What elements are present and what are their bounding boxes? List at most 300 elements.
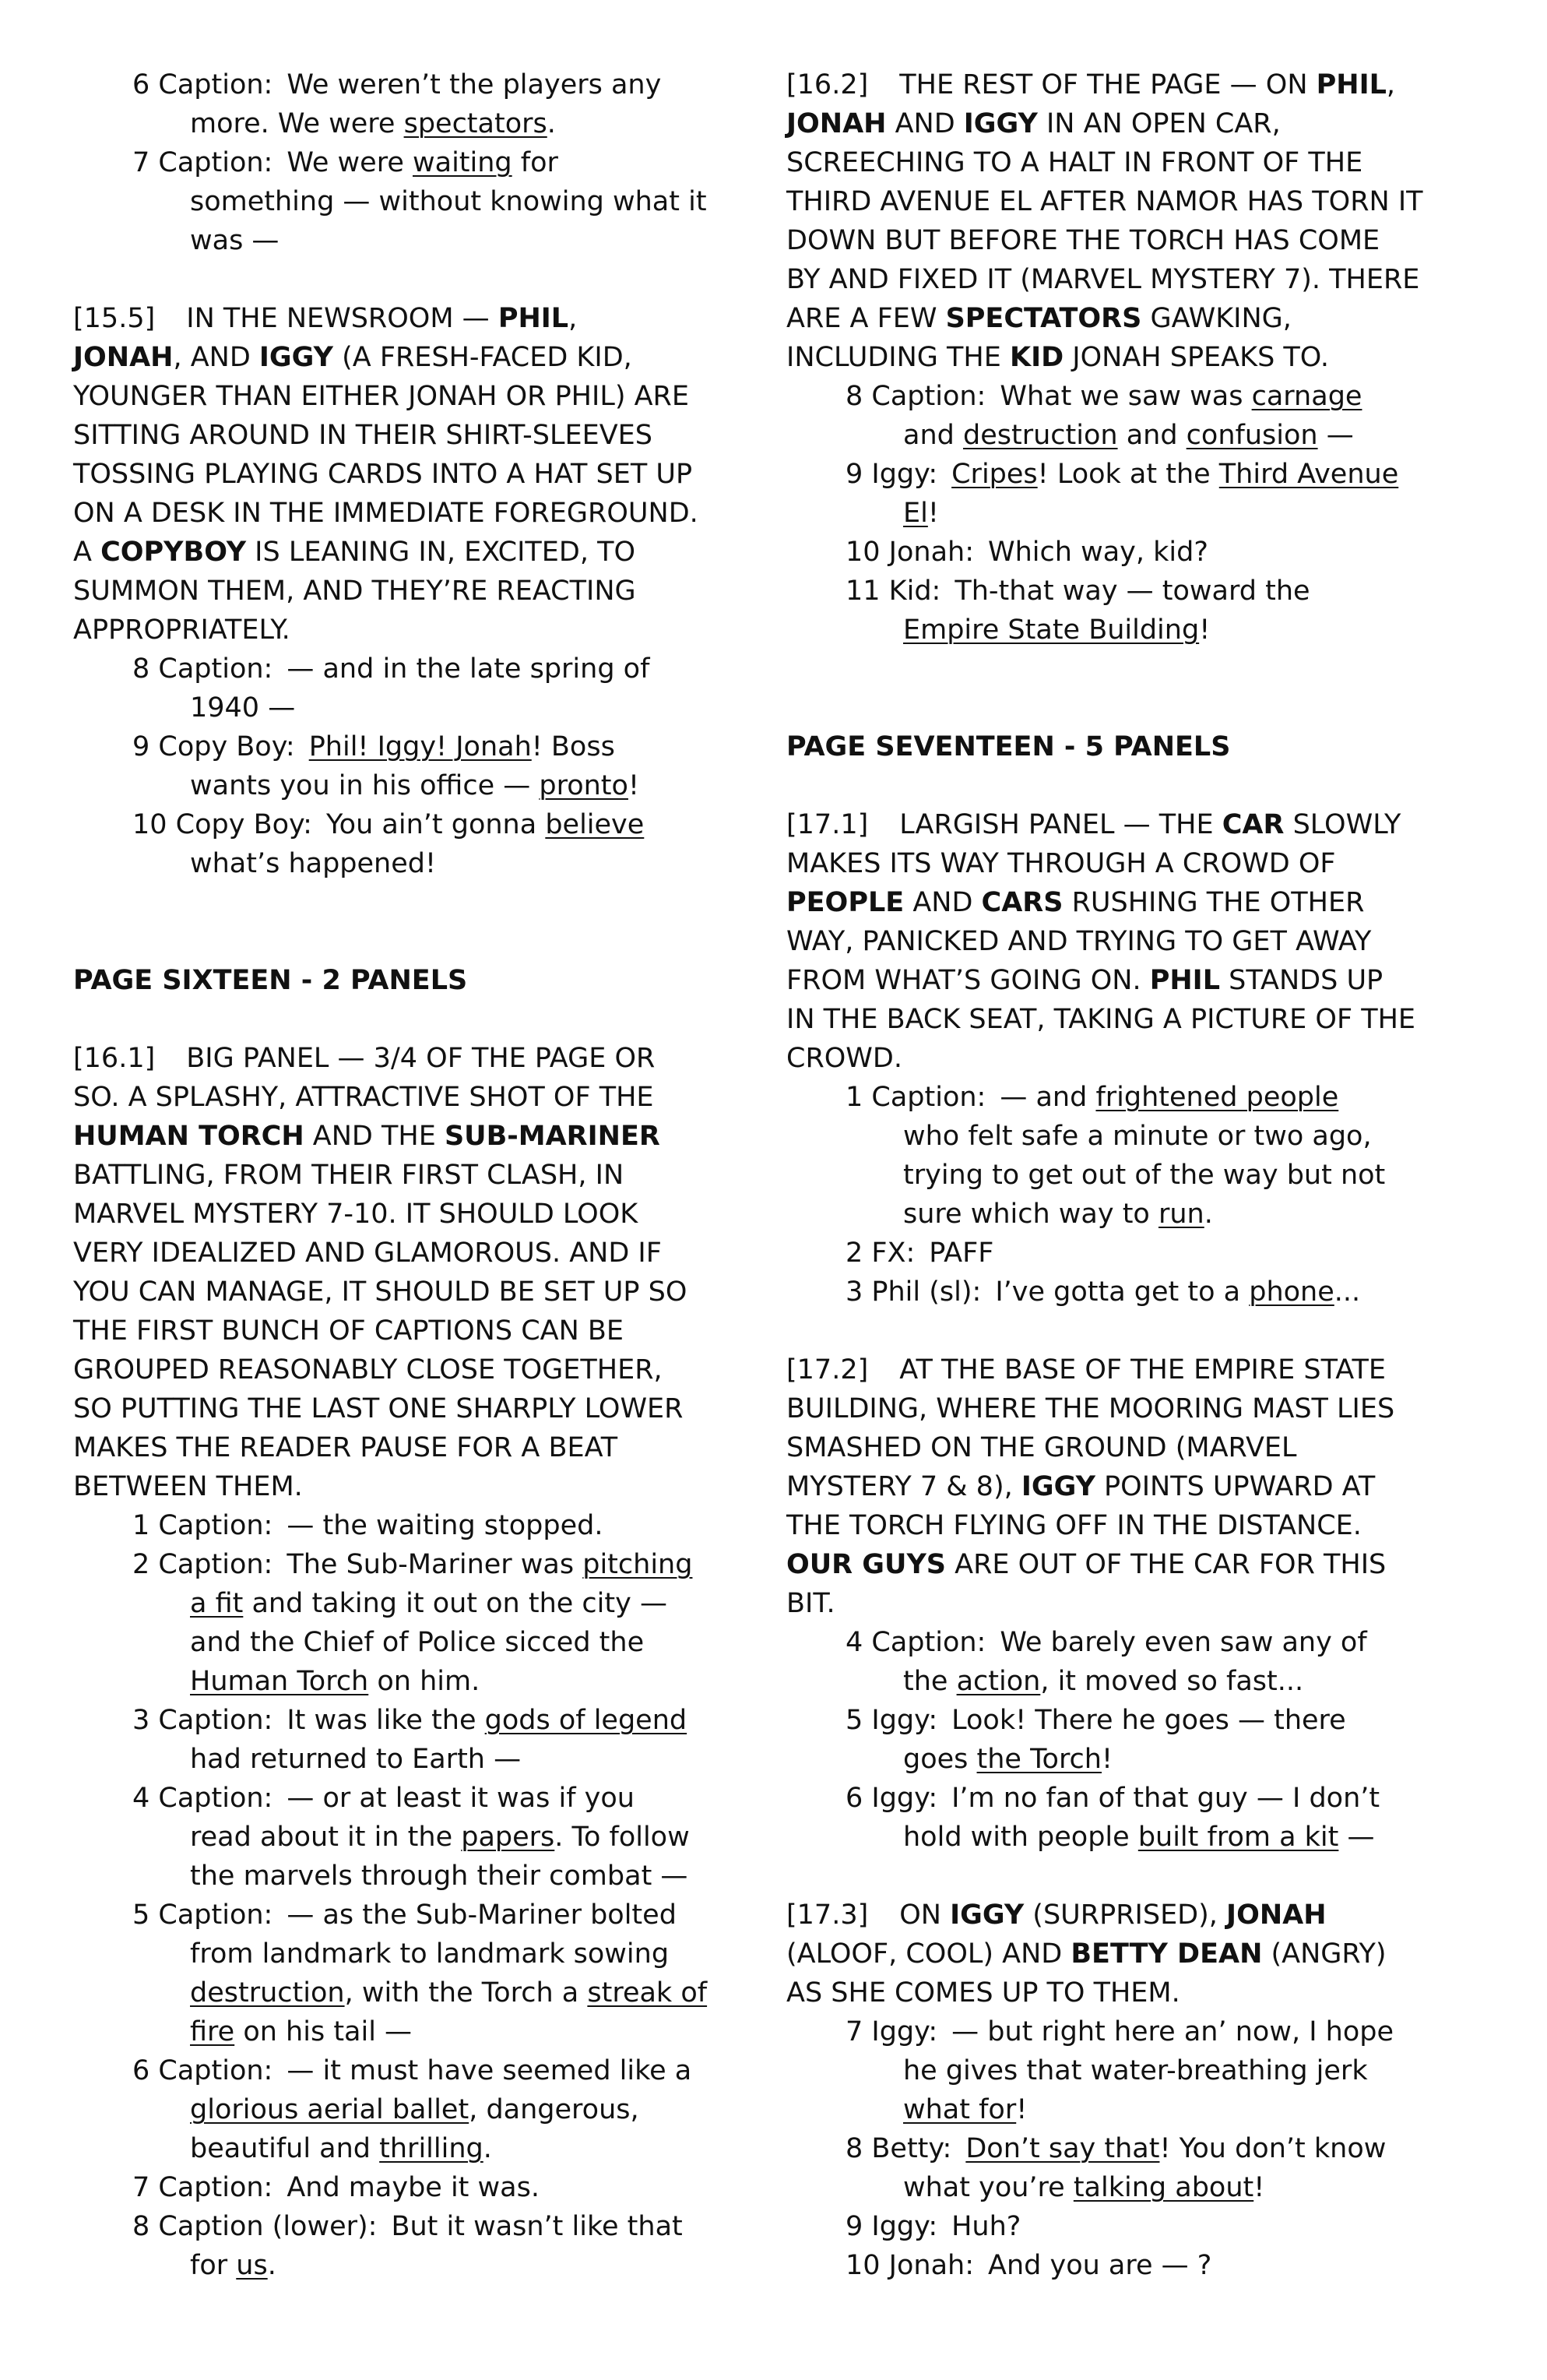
text-run: , dangerous, [469,2094,639,2125]
script-line [73,494,774,533]
dialogue-entry [73,1779,774,1896]
script-line [73,1467,774,1506]
dialogue-entry [73,1545,774,1701]
bold-term: PHIL [498,303,569,334]
underlined-term: pronto [539,770,628,801]
text-run: — and in the late spring of [287,653,650,685]
text-run: I’ve gotta get to a [995,1276,1250,1308]
script-line [73,688,774,727]
underlined-term: fire [190,2016,235,2047]
text-run: ARE A FEW [786,303,946,334]
text-run: on his tail — [234,2016,413,2047]
script-line [786,805,1510,844]
script-line [786,1623,1510,1662]
dialogue-entry [786,1701,1510,1779]
text-run: IS LEANING IN, EXCITED, TO [246,537,636,568]
speaker-label: 8 Caption: [132,653,273,685]
text-run: RUSHING THE OTHER [1063,887,1365,918]
script-line [786,1428,1510,1467]
script-line [73,1779,774,1818]
script-line [73,1701,774,1740]
script-line [73,1350,774,1389]
underlined-term: Third Avenue [1218,459,1399,490]
bold-term: IGGY [950,1899,1025,1931]
script-line [786,2207,1510,2246]
script-line [786,299,1510,338]
script-line [73,727,774,766]
speaker-label: 7 Caption: [132,2172,273,2203]
script-line [73,2168,774,2207]
script-line [73,143,774,182]
script-line [786,1662,1510,1701]
text-run: — and [1000,1082,1096,1113]
text-run: THE FIRST BUNCH OF CAPTIONS CAN BE [73,1315,624,1347]
text-run: ON A DESK IN THE IMMEDIATE FOREGROUND. [73,498,698,529]
text-run: A [73,537,101,568]
underlined-term: papers [461,1822,555,1853]
text-run: — or at least it was if you [287,1783,635,1814]
script-line [73,1506,774,1545]
script-line [786,377,1510,416]
text-run: something — without knowing what it [190,186,707,217]
text-run: JONAH SPEAKS TO. [1064,342,1330,373]
speaker-label: 2 Caption: [132,1549,273,1580]
script-line [73,1662,774,1701]
script-line [786,65,1510,104]
text-run: ! [628,770,639,801]
text-run: . [547,108,556,139]
text-run: We weren’t the players any [287,69,662,100]
bold-term: IGGY [963,108,1038,139]
script-line [786,416,1510,455]
dialogue-entry [786,1078,1510,1234]
script-line [786,1350,1510,1389]
script-line [73,221,774,260]
script-line [73,1234,774,1273]
text-run: Which way, kid? [988,537,1208,568]
spacer [786,1857,1510,1896]
text-run: , with the Torch a [344,1977,588,2009]
script-line [786,338,1510,377]
script-line [73,844,774,883]
speaker-label: 3 Phil (sl): [846,1276,982,1308]
text-run: BIT. [786,1588,835,1619]
text-run: the marvels through their combat — [190,1861,688,1892]
script-line [73,1195,774,1234]
text-run: trying to get out of the way but not [903,1160,1386,1191]
script-line [73,2090,774,2129]
script-line [73,2207,774,2246]
text-run: ARE OUT OF THE CAR FOR THIS [946,1549,1387,1580]
text-run: You ain’t gonna [325,809,546,840]
panel-description [786,805,1510,1078]
script-line [73,2012,774,2051]
text-run: and [903,420,963,451]
script-line [73,1117,774,1156]
script-line [73,650,774,688]
text-run: — the waiting stopped. [287,1510,603,1541]
speaker-label: 4 Caption: [846,1627,986,1658]
right-column [786,65,1510,2285]
script-line [786,1818,1510,1857]
script-line [73,299,774,338]
text-run: more. We were [190,108,404,139]
text-run: SLOWLY [1284,809,1401,840]
text-run: wants you in his office — [190,770,540,801]
text-run: Th-that way — toward the [955,576,1310,607]
underlined-term: destruction [190,1977,345,2009]
script-line [73,1973,774,2012]
script-line [786,494,1510,533]
text-run: the [903,1666,957,1697]
text-run: [15.5] [73,303,156,334]
text-run: MARVEL MYSTERY 7-10. IT SHOULD LOOK [73,1199,638,1230]
spacer [786,650,1510,727]
text-run: THE TORCH FLYING OFF IN THE DISTANCE. [786,1510,1362,1541]
script-line [73,65,774,104]
text-run: on him. [368,1666,480,1697]
text-run: It was like the [287,1705,485,1736]
underlined-term: glorious aerial ballet [190,2094,469,2125]
text-run: YOU CAN MANAGE, IT SHOULD BE SET UP SO [73,1276,687,1308]
bold-term: OUR GUYS [786,1549,947,1580]
underlined-term: waiting [413,147,512,178]
script-line [73,1311,774,1350]
text-run: POINTS UPWARD AT [1095,1471,1376,1502]
speaker-label: 8 Caption (lower): [132,2211,378,2242]
underlined-term: carnage [1251,381,1362,412]
bold-term: SPECTATORS [945,303,1142,334]
speaker-label: 1 Caption: [132,1510,273,1541]
script-line [73,2129,774,2168]
underlined-term: talking about [1073,2172,1254,2203]
underlined-term: confusion [1186,420,1318,451]
dialogue-entry [73,1701,774,1779]
text-run: APPROPRIATELY. [73,614,290,646]
spacer [786,1311,1510,1350]
script-line [73,1896,774,1935]
text-run: And you are — ? [988,2250,1212,2281]
script-line [786,961,1510,1000]
speaker-label: 8 Caption: [846,381,986,412]
left-column [73,65,774,2285]
underlined-term: destruction [962,420,1118,451]
spacer [73,883,774,961]
script-line [73,1039,774,1078]
bold-term: JONAH [786,108,887,139]
dialogue-entry [786,1779,1510,1857]
bold-term: SUB-MARINER [444,1121,660,1152]
script-line [73,104,774,143]
speaker-label: 6 Iggy: [846,1783,938,1814]
text-run: was — [190,225,280,256]
bold-term: BETTY DEAN [1071,1938,1263,1970]
dialogue-entry [786,572,1510,650]
panel-description [786,1896,1510,2012]
text-run: — as the Sub-Mariner bolted [287,1899,677,1931]
script-line [786,221,1510,260]
text-run: ! [927,498,939,529]
script-line [786,1000,1510,1039]
script-line [786,922,1510,961]
dialogue-entry [786,2129,1510,2207]
underlined-term: spectators [403,108,547,139]
script-line [73,766,774,805]
underlined-term: built from a kit [1137,1822,1339,1853]
dialogue-entry [73,2168,774,2207]
script-line [786,1117,1510,1156]
text-run: THE REST OF THE PAGE — ON [899,69,1317,100]
underlined-term: streak of [587,1977,708,2009]
panel-description [786,1350,1510,1623]
bold-term: IGGY [1021,1471,1095,1502]
text-run: We were [287,147,413,178]
dialogue-entry [73,2051,774,2168]
text-run: AND [886,108,964,139]
text-run: — [1317,420,1354,451]
speaker-label: 7 Iggy: [846,2016,938,2047]
text-run: What we saw was [1000,381,1252,412]
text-run: [17.1] [786,809,869,840]
text-run: TOSSING PLAYING CARDS INTO A HAT SET UP [73,459,693,490]
dialogue-entry [786,455,1510,533]
speaker-label: 6 Caption: [132,2055,273,2086]
text-run: who felt safe a minute or two ago, [903,1121,1372,1152]
underlined-term: phone [1249,1276,1334,1308]
underlined-term: gods of legend [484,1705,687,1736]
underlined-term: Cripes [951,459,1038,490]
dialogue-entry [786,2012,1510,2129]
speaker-label: 5 Caption: [132,1899,273,1931]
text-run: . [483,2133,492,2164]
script-line [73,416,774,455]
speaker-label: 4 Caption: [132,1783,273,1814]
script-line [786,2129,1510,2168]
text-run: SUMMON THEM, AND THEY’RE REACTING [73,576,636,607]
text-run: (SURPRISED), [1024,1899,1227,1931]
dialogue-entry [786,2246,1510,2285]
script-line [73,611,774,650]
text-run: . To follow [554,1822,690,1853]
text-run: AS SHE COMES UP TO THEM. [786,1977,1180,2009]
text-run: ! Boss [531,731,615,762]
script-line [786,533,1510,572]
text-run: , AND [173,342,259,373]
underlined-term: thrilling [379,2133,483,2164]
speaker-label: 9 Copy Boy: [132,731,295,762]
text-run: BIG PANEL — 3/4 OF THE PAGE OR [186,1043,656,1074]
text-run: I’m no fan of that guy — I don’t [951,1783,1380,1814]
dialogue-entry [73,1896,774,2051]
text-run: ! [1102,1744,1113,1775]
text-run: CROWD. [786,1043,902,1074]
text-run: sure which way to [903,1199,1158,1230]
text-run: SITTING AROUND IN THEIR SHIRT-SLEEVES [73,420,652,451]
speaker-label: 8 Betty: [846,2133,952,2164]
script-line [786,1973,1510,2012]
text-run: 1940 — [190,692,296,724]
text-run: from landmark to landmark sowing [190,1938,670,1970]
speaker-label: 1 Caption: [846,1082,986,1113]
underlined-term: El [903,498,928,529]
text-run: [16.2] [786,69,869,100]
text-run: ON [899,1899,951,1931]
dialogue-entry [786,377,1510,455]
panel-description [73,299,774,650]
text-run: goes [903,1744,977,1775]
text-run: , [568,303,578,334]
underlined-term: run [1158,1199,1204,1230]
text-run: hold with people [903,1822,1138,1853]
speaker-label: 9 Iggy: [846,459,938,490]
text-run: what you’re [903,2172,1074,2203]
text-run: IN THE BACK SEAT, TAKING A PICTURE OF THE [786,1004,1416,1035]
script-line [73,1428,774,1467]
text-run: WAY, PANICKED AND TRYING TO GET AWAY [786,926,1372,957]
text-run: And maybe it was. [287,2172,540,2203]
text-run: LARGISH PANEL — THE [899,809,1222,840]
dialogue-entry [73,2207,774,2285]
text-run: BATTLING, FROM THEIR FIRST CLASH, IN [73,1160,624,1191]
dialogue-entry [786,1623,1510,1701]
text-run: FROM WHAT’S GOING ON. [786,965,1150,996]
text-run: BY AND FIXED IT (MARVEL MYSTERY 7). THERE [786,264,1420,295]
dialogue-entry [73,650,774,727]
text-run: ... [1334,1276,1361,1308]
script-line [73,1389,774,1428]
underlined-term: a fit [190,1588,244,1619]
script-line [786,455,1510,494]
text-run: ! [1199,614,1211,646]
underlined-term: Don’t say that [965,2133,1160,2164]
text-run: MAKES THE READER PAUSE FOR A BEAT [73,1432,618,1463]
text-run: GAWKING, [1141,303,1292,334]
script-line [786,2246,1510,2285]
dialogue-entry [786,2207,1510,2246]
script-line [786,1896,1510,1935]
text-run: MAKES ITS WAY THROUGH A CROWD OF [786,848,1336,879]
text-run: IN THE NEWSROOM — [186,303,498,334]
panel-description [73,1039,774,1506]
dialogue-entry [73,805,774,883]
text-run: ! [1016,2094,1028,2125]
text-run: AT THE BASE OF THE EMPIRE STATE [899,1354,1386,1385]
underlined-term: the Torch [976,1744,1102,1775]
script-line [73,1935,774,1973]
spacer [73,260,774,299]
text-run: — [1338,1822,1375,1853]
text-run: IN AN OPEN CAR, [1037,108,1281,139]
script-line [786,1389,1510,1428]
text-run: and [1117,420,1187,451]
script-line [786,260,1510,299]
bold-term: HUMAN TORCH [73,1121,304,1152]
text-run: for [190,2250,237,2281]
script-line [786,1195,1510,1234]
text-run: DOWN BUT BEFORE THE TORCH HAS COME [786,225,1380,256]
dialogue-entry [786,533,1510,572]
underlined-term: Human Torch [190,1666,369,1697]
script-line [786,1273,1510,1311]
script-line [73,572,774,611]
text-run: AND [904,887,982,918]
underlined-term: Phil! Iggy! Jonah [308,731,532,762]
dialogue-entry [73,65,774,143]
script-line [786,1156,1510,1195]
text-run: , it moved so fast... [1040,1666,1304,1697]
text-run: and taking it out on the city — [243,1588,667,1619]
script-line [73,1156,774,1195]
script-line [73,1584,774,1623]
script-line [786,1506,1510,1545]
text-run: [17.3] [786,1899,869,1931]
script-line [73,455,774,494]
dialogue-entry [786,1234,1510,1273]
text-run: (ALOOF, COOL) AND [786,1938,1071,1970]
script-line [73,1545,774,1584]
dialogue-entry [73,1506,774,1545]
script-line [786,1078,1510,1117]
bold-term: JONAH [1226,1899,1327,1931]
text-run: and the Chief of Police sicced the [190,1627,645,1658]
text-run: had returned to Earth — [190,1744,522,1775]
bold-term: PEOPLE [786,887,905,918]
bold-term: IGGY [258,342,333,373]
speaker-label: 3 Caption: [132,1705,273,1736]
text-run: [16.1] [73,1043,156,1074]
script-line [786,1545,1510,1584]
script-line [786,844,1510,883]
script-line [73,1078,774,1117]
bold-term: PHIL [1316,69,1387,100]
script-line [73,2246,774,2285]
script-line [786,883,1510,922]
script-line [73,2051,774,2090]
script-line [786,2090,1510,2129]
script-line [73,1623,774,1662]
script-line [786,2051,1510,2090]
dialogue-entry [786,1273,1510,1311]
text-run: We barely even saw any of [1000,1627,1367,1658]
text-run: SMASHED ON THE GROUND (MARVEL [786,1432,1297,1463]
script-line [786,572,1510,611]
text-run: for [512,147,558,178]
speaker-label: 11 Kid: [846,576,941,607]
text-run: (A FRESH-FACED KID, [332,342,632,373]
text-run: STANDS UP [1220,965,1384,996]
text-run: . [267,2250,276,2281]
text-run: BETWEEN THEM. [73,1471,303,1502]
text-run: SO. A SPLASHY, ATTRACTIVE SHOT OF THE [73,1082,654,1113]
script-line [786,1935,1510,1973]
page-section-header: PAGE SIXTEEN - 2 PANELS [73,965,468,996]
speaker-label: 2 FX: [846,1238,916,1269]
text-run: VERY IDEALIZED AND GLAMOROUS. AND IF [73,1238,662,1269]
script-line [786,2012,1510,2051]
text-run: But it wasn’t like that [391,2211,683,2242]
script-line [786,611,1510,650]
bold-term: JONAH [73,342,174,373]
text-run: GROUPED REASONABLY CLOSE TOGETHER, [73,1354,663,1385]
text-run: PAFF [929,1238,994,1269]
page-section-header: PAGE SEVENTEEN - 5 PANELS [786,731,1231,762]
underlined-term: believe [545,809,645,840]
bold-term: CARS [981,887,1064,918]
script-line [73,182,774,221]
script-line [786,143,1510,182]
text-run: The Sub-Mariner was [287,1549,583,1580]
underlined-term: what for [903,2094,1017,2125]
